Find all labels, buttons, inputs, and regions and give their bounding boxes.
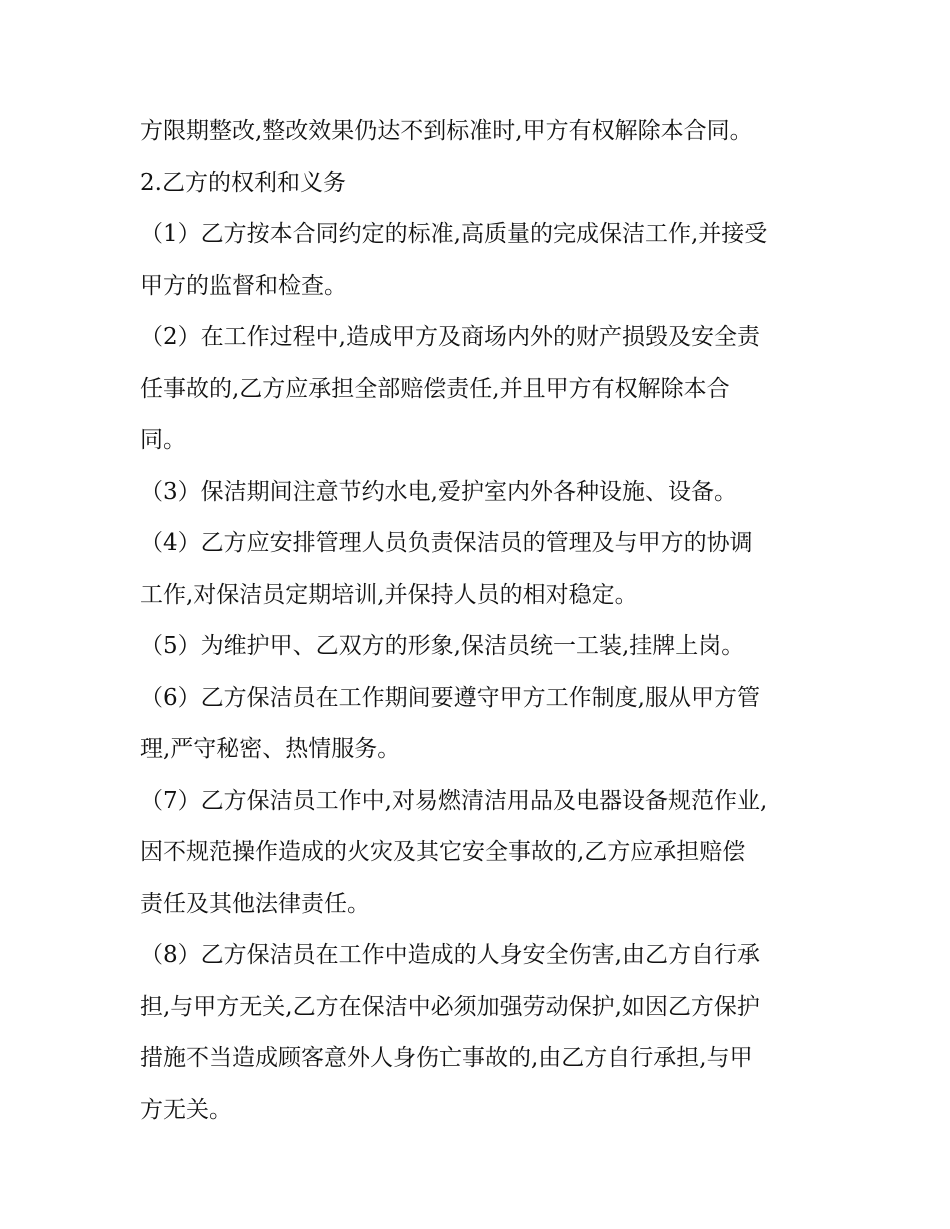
text-line: 措施不当造成顾客意外人身伤亡事故的,由乙方自行承担,与甲 xyxy=(140,1045,753,1071)
text-line: （7）乙方保洁员工作中,对易燃清洁用品及电器设备规范作业, xyxy=(140,787,768,814)
text-line: 任事故的,乙方应承担全部赔偿责任,并且甲方有权解除本合 xyxy=(140,375,730,402)
text-line: 工作,对保洁员定期培训,并保持人员的相对稳定。 xyxy=(140,581,638,608)
text-line: 方限期整改,整改效果仍达不到标准时,甲方有权解除本合同。 xyxy=(140,118,753,144)
text-line: （6）乙方保洁员在工作期间要遵守甲方工作制度,服从甲方管 xyxy=(140,684,760,711)
text-line: 责任及其他法律责任。 xyxy=(140,890,370,917)
text-line: 方无关。 xyxy=(140,1096,232,1123)
text-line: 担,与甲方无关,乙方在保洁中必须加强劳动保护,如因乙方保护 xyxy=(140,993,760,1020)
text-line: 同。 xyxy=(140,427,186,453)
document-body xyxy=(140,106,820,1136)
section-heading: 2.乙方的权利和义务 xyxy=(140,169,346,196)
text-line: 理,严守秘密、热情服务。 xyxy=(140,736,401,762)
text-line: （8）乙方保洁员在工作中造成的人身安全伤害,由乙方自行承 xyxy=(140,942,760,968)
text-line: 因不规范操作造成的火灾及其它安全事故的,乙方应承担赔偿 xyxy=(140,839,746,865)
text-line: （5）为维护甲、乙双方的形象,保洁员统一工装,挂牌上岗。 xyxy=(140,633,745,659)
text-line: （3）保洁期间注意节约水电,爱护室内外各种设施、设备。 xyxy=(140,478,737,505)
text-line: （2）在工作过程中,造成甲方及商场内外的财产损毁及安全责 xyxy=(140,324,760,350)
text-line: （4）乙方应安排管理人员负责保洁员的管理及与甲方的协调 xyxy=(140,530,753,556)
text-line: （1）乙方按本合同约定的标准,高质量的完成保洁工作,并接受 xyxy=(140,221,768,247)
text-line: 甲方的监督和检查。 xyxy=(140,272,347,299)
